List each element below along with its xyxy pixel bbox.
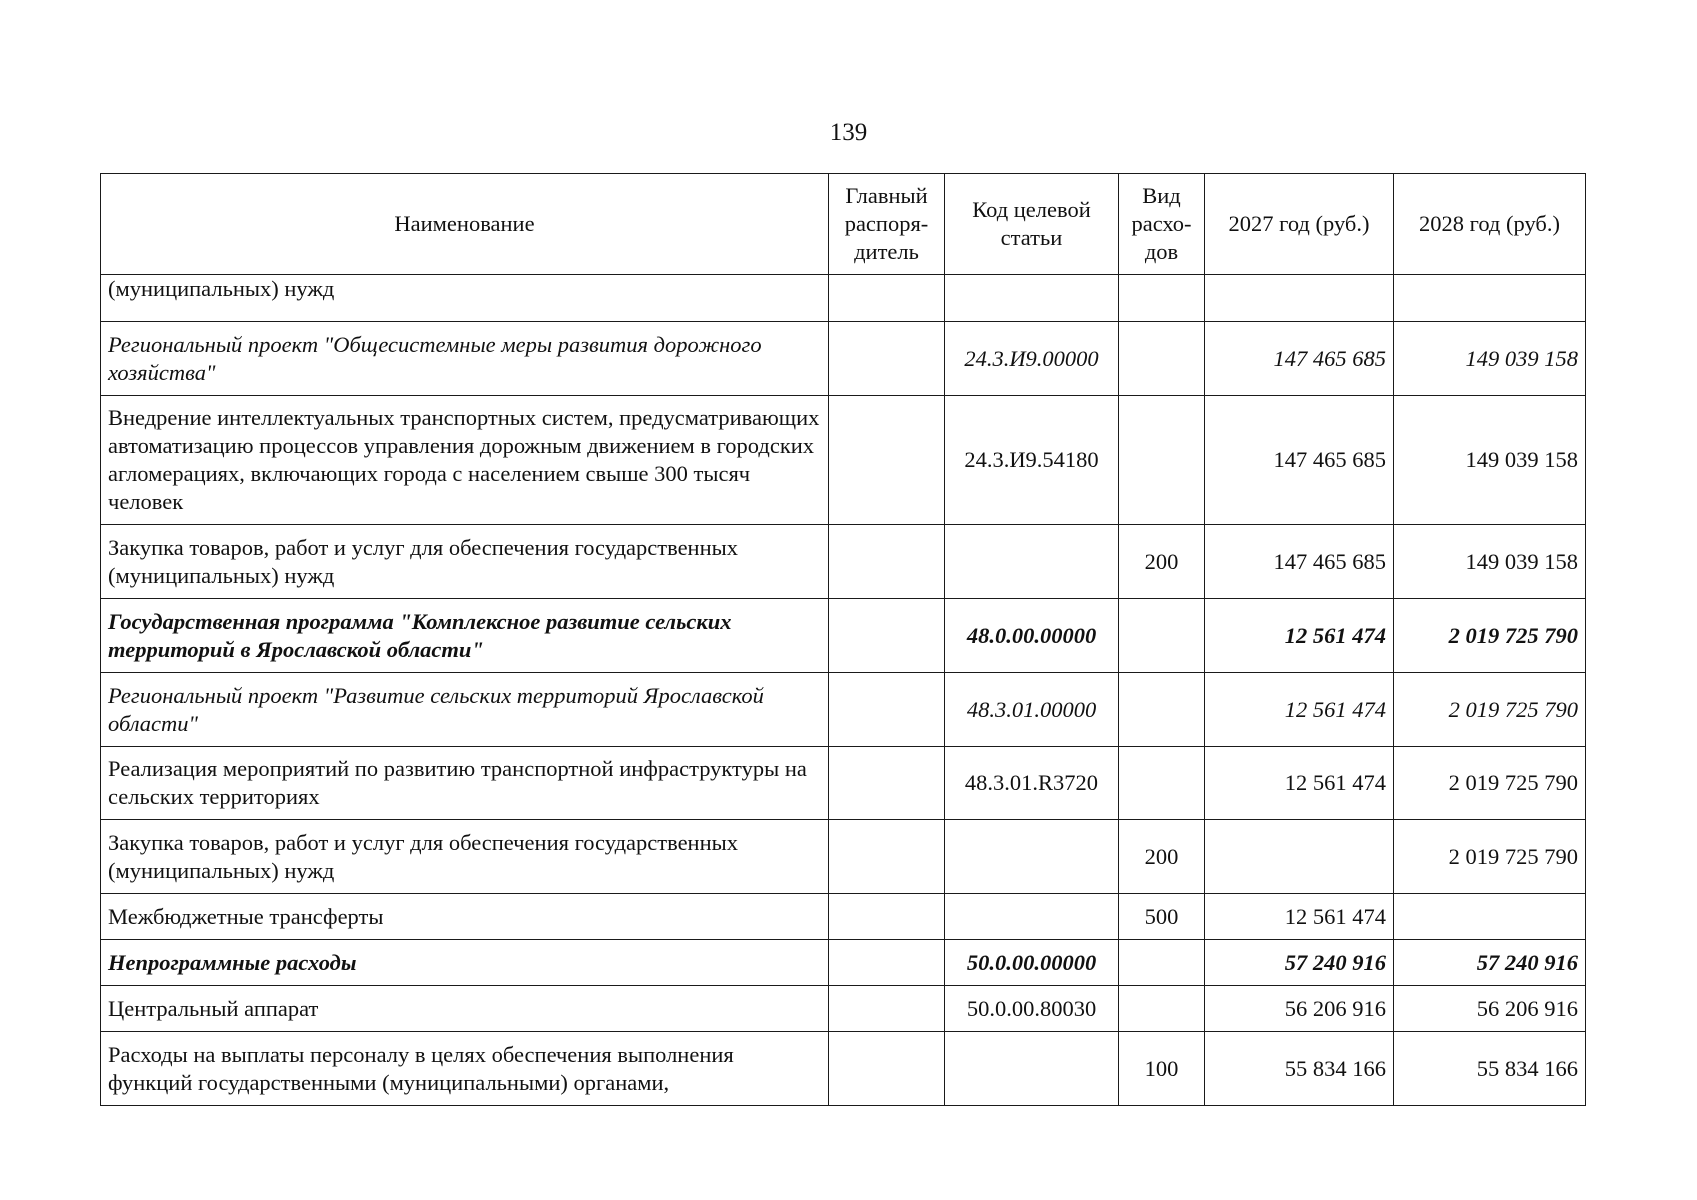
cell-name: Внедрение интеллектуальных транспортных систем, предусматривающих автоматизацию процессов управления дорожным движением в городских агломерациях, включающих города с населением свыше 300 тысяч человек bbox=[101, 396, 829, 525]
cell-manager bbox=[829, 275, 945, 322]
cell-year-2027: 12 561 474 bbox=[1205, 673, 1394, 747]
cell-kind bbox=[1119, 673, 1205, 747]
header-year-2027: 2027 год (руб.) bbox=[1205, 174, 1394, 275]
table-row bbox=[101, 599, 1586, 673]
table-row bbox=[101, 322, 1586, 396]
page-number: 139 bbox=[829, 119, 868, 146]
header-year-2028: 2028 год (руб.) bbox=[1394, 174, 1586, 275]
cell-code bbox=[945, 1032, 1119, 1106]
cell-manager bbox=[829, 986, 945, 1032]
cell-code: 50.0.00.80030 bbox=[945, 986, 1119, 1032]
cell-kind bbox=[1119, 986, 1205, 1032]
cell-code bbox=[945, 820, 1119, 894]
cell-code bbox=[945, 894, 1119, 940]
cell-manager bbox=[829, 396, 945, 525]
cell-name: (муниципальных) нужд bbox=[101, 275, 829, 322]
table-row bbox=[101, 1032, 1586, 1106]
cell-year-2028: 2 019 725 790 bbox=[1394, 747, 1586, 820]
cell-manager bbox=[829, 525, 945, 599]
cell-year-2027: 147 465 685 bbox=[1205, 396, 1394, 525]
cell-year-2028 bbox=[1394, 894, 1586, 940]
table-row bbox=[101, 940, 1586, 986]
cell-year-2027: 12 561 474 bbox=[1205, 747, 1394, 820]
cell-manager bbox=[829, 322, 945, 396]
cell-year-2027: 147 465 685 bbox=[1205, 525, 1394, 599]
cell-name: Центральный аппарат bbox=[101, 986, 829, 1032]
cell-year-2028: 149 039 158 bbox=[1394, 525, 1586, 599]
table-header-row bbox=[101, 174, 1586, 275]
table-row bbox=[101, 894, 1586, 940]
cell-code bbox=[945, 525, 1119, 599]
cell-year-2027: 55 834 166 bbox=[1205, 1032, 1394, 1106]
cell-code: 24.3.И9.54180 bbox=[945, 396, 1119, 525]
cell-year-2028: 2 019 725 790 bbox=[1394, 820, 1586, 894]
cell-code: 48.3.01.00000 bbox=[945, 673, 1119, 747]
cell-kind bbox=[1119, 396, 1205, 525]
table-row bbox=[101, 396, 1586, 525]
cell-name: Региональный проект "Развитие сельских территорий Ярославской области" bbox=[101, 673, 829, 747]
cell-kind bbox=[1119, 940, 1205, 986]
cell-name: Государственная программа "Комплексное развитие сельских территорий в Ярославской области" bbox=[101, 599, 829, 673]
cell-name: Расходы на выплаты персоналу в целях обеспечения выполнения функций государственными (муниципальными) органами, bbox=[101, 1032, 829, 1106]
cell-kind: 500 bbox=[1119, 894, 1205, 940]
cell-name: Реализация мероприятий по развитию транспортной инфраструктуры на сельских территориях bbox=[101, 747, 829, 820]
cell-kind bbox=[1119, 599, 1205, 673]
table-row bbox=[101, 673, 1586, 747]
cell-year-2028: 2 019 725 790 bbox=[1394, 599, 1586, 673]
cell-year-2027: 57 240 916 bbox=[1205, 940, 1394, 986]
header-manager: Главный распоря- дитель bbox=[829, 174, 945, 275]
cell-kind: 200 bbox=[1119, 525, 1205, 599]
cell-manager bbox=[829, 673, 945, 747]
cell-kind: 100 bbox=[1119, 1032, 1205, 1106]
cell-name: Закупка товаров, работ и услуг для обеспечения государственных (муниципальных) нужд bbox=[101, 820, 829, 894]
table-row bbox=[101, 986, 1586, 1032]
cell-year-2027 bbox=[1205, 275, 1394, 322]
cell-manager bbox=[829, 1032, 945, 1106]
cell-manager bbox=[829, 894, 945, 940]
cell-code: 48.3.01.R3720 bbox=[945, 747, 1119, 820]
cell-kind: 200 bbox=[1119, 820, 1205, 894]
cell-year-2028: 56 206 916 bbox=[1394, 986, 1586, 1032]
cell-kind bbox=[1119, 322, 1205, 396]
cell-code bbox=[945, 275, 1119, 322]
cell-year-2027: 12 561 474 bbox=[1205, 599, 1394, 673]
cell-year-2028: 149 039 158 bbox=[1394, 396, 1586, 525]
cell-code: 48.0.00.00000 bbox=[945, 599, 1119, 673]
cell-kind bbox=[1119, 275, 1205, 322]
cell-code: 50.0.00.00000 bbox=[945, 940, 1119, 986]
cell-year-2027 bbox=[1205, 820, 1394, 894]
cell-name: Межбюджетные трансферты bbox=[101, 894, 829, 940]
cell-name: Региональный проект "Общесистемные меры развития дорожного хозяйства" bbox=[101, 322, 829, 396]
cell-year-2027: 12 561 474 bbox=[1205, 894, 1394, 940]
cell-name: Непрограммные расходы bbox=[101, 940, 829, 986]
header-kind: Вид расхо- дов bbox=[1119, 174, 1205, 275]
budget-table bbox=[100, 173, 1586, 1106]
cell-year-2028: 57 240 916 bbox=[1394, 940, 1586, 986]
cell-name: Закупка товаров, работ и услуг для обеспечения государственных (муниципальных) нужд bbox=[101, 525, 829, 599]
table-row bbox=[101, 275, 1586, 322]
header-code: Код целевой статьи bbox=[945, 174, 1119, 275]
cell-kind bbox=[1119, 747, 1205, 820]
cell-year-2028: 55 834 166 bbox=[1394, 1032, 1586, 1106]
cell-year-2027: 147 465 685 bbox=[1205, 322, 1394, 396]
table-row bbox=[101, 747, 1586, 820]
cell-year-2028: 2 019 725 790 bbox=[1394, 673, 1586, 747]
cell-manager bbox=[829, 747, 945, 820]
header-name: Наименование bbox=[101, 174, 829, 275]
cell-manager bbox=[829, 940, 945, 986]
cell-year-2028: 149 039 158 bbox=[1394, 322, 1586, 396]
cell-manager bbox=[829, 820, 945, 894]
cell-code: 24.3.И9.00000 bbox=[945, 322, 1119, 396]
cell-manager bbox=[829, 599, 945, 673]
cell-year-2027: 56 206 916 bbox=[1205, 986, 1394, 1032]
table-row bbox=[101, 525, 1586, 599]
cell-year-2028 bbox=[1394, 275, 1586, 322]
table-row bbox=[101, 820, 1586, 894]
